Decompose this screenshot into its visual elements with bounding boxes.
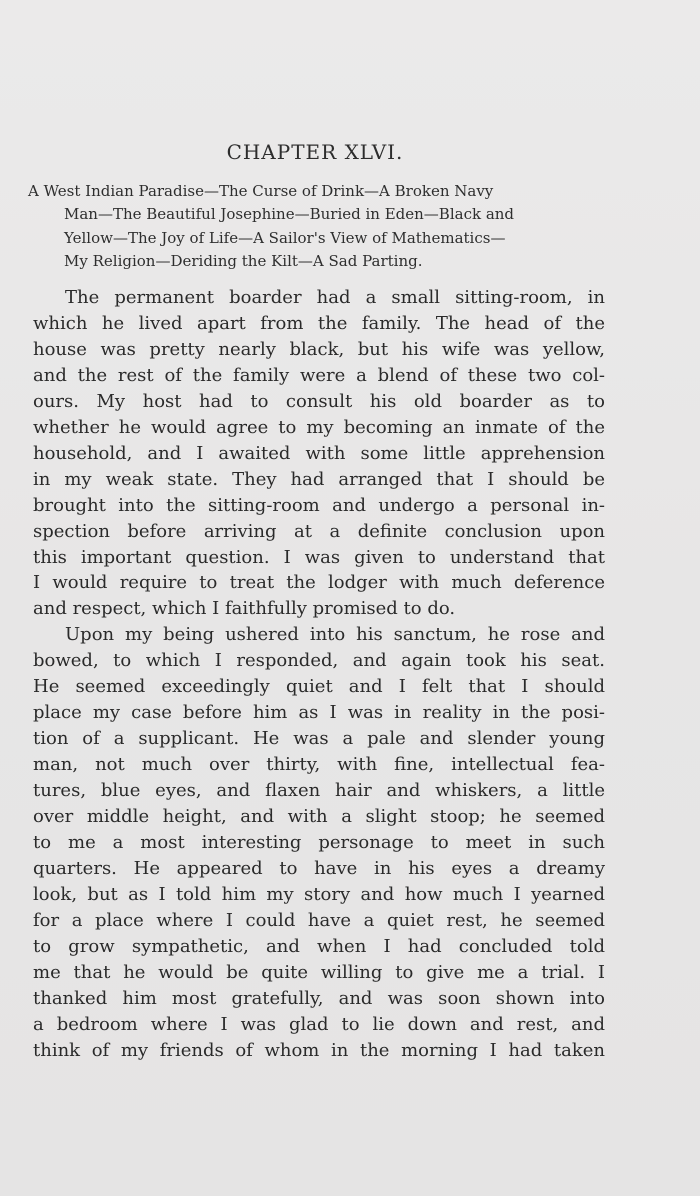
body-line: brought into the sitting-room and undergo a personal in-	[33, 494, 605, 516]
body-line: in my weak state. They had arranged that I should be	[33, 468, 605, 490]
body-line: ours. My host had to consult his old boarder as to	[33, 390, 605, 412]
body-line: to me a most interesting personage to meet in such	[33, 832, 605, 854]
body-line: bowed, to which I responded, and again took his seat.	[33, 650, 605, 672]
chapter-synopsis	[28, 180, 603, 273]
body-line: which he lived apart from the family. The head of the	[33, 312, 605, 334]
body-line: to grow sympathetic, and when I had concluded told	[33, 935, 605, 957]
body-line: this important question. I was given to understand that	[33, 546, 605, 568]
body-line: and respect, which I faithfully promised to do.	[33, 598, 456, 620]
synopsis-line: My Religion—Deriding the Kilt—A Sad Parting.	[64, 251, 423, 270]
body-line: thanked him most gratefully, and was soon shown into	[33, 987, 605, 1009]
body-line: look, but as I told him my story and how much I yearned	[33, 883, 605, 905]
synopsis-line: Man—The Beautiful Josephine—Buried in Eden—Black and	[64, 205, 515, 224]
body-line: think of my friends of whom in the morning I had taken	[33, 1039, 605, 1061]
body-line: The permanent boarder had a small sitting-room, in	[65, 287, 605, 308]
body-line: man, not much over thirty, with fine, intellectual fea-	[33, 754, 605, 776]
body-line: I would require to treat the lodger with much deference	[33, 572, 605, 594]
body-line: a bedroom where I was glad to lie down and rest, and	[33, 1013, 605, 1035]
body-line: tures, blue eyes, and flaxen hair and whiskers, a little	[33, 780, 605, 802]
chapter-title: CHAPTER XLVI.	[226, 140, 404, 164]
body-line: Upon my being ushered into his sanctum, he rose and	[65, 624, 605, 646]
synopsis-line: Yellow—The Joy of Life—A Sailor's View of Mathematics—	[64, 228, 506, 247]
body-line: He seemed exceedingly quiet and I felt that I should	[33, 676, 605, 698]
body-line: me that he would be quite willing to give me a trial. I	[33, 961, 605, 983]
synopsis-line: A West Indian Paradise—The Curse of Drink—A Broken Navy	[28, 182, 494, 200]
body-line: place my case before him as I was in reality in the posi-	[33, 702, 605, 724]
body-line: and the rest of the family were a blend of these two col-	[33, 364, 605, 386]
body-text	[33, 285, 605, 1064]
body-line: tion of a supplicant. He was a pale and slender young	[33, 728, 605, 750]
body-line: house was pretty nearly black, but his wife was yellow,	[33, 338, 605, 360]
body-line: whether he would agree to my becoming an inmate of the	[33, 416, 605, 438]
body-line: household, and I awaited with some little apprehension	[33, 442, 605, 464]
body-line: spection before arriving at a definite conclusion upon	[33, 520, 605, 542]
body-line: over middle height, and with a slight stoop; he seemed	[33, 806, 605, 828]
body-line: quarters. He appeared to have in his eyes a dreamy	[33, 857, 605, 879]
body-line: for a place where I could have a quiet rest, he seemed	[33, 909, 605, 931]
